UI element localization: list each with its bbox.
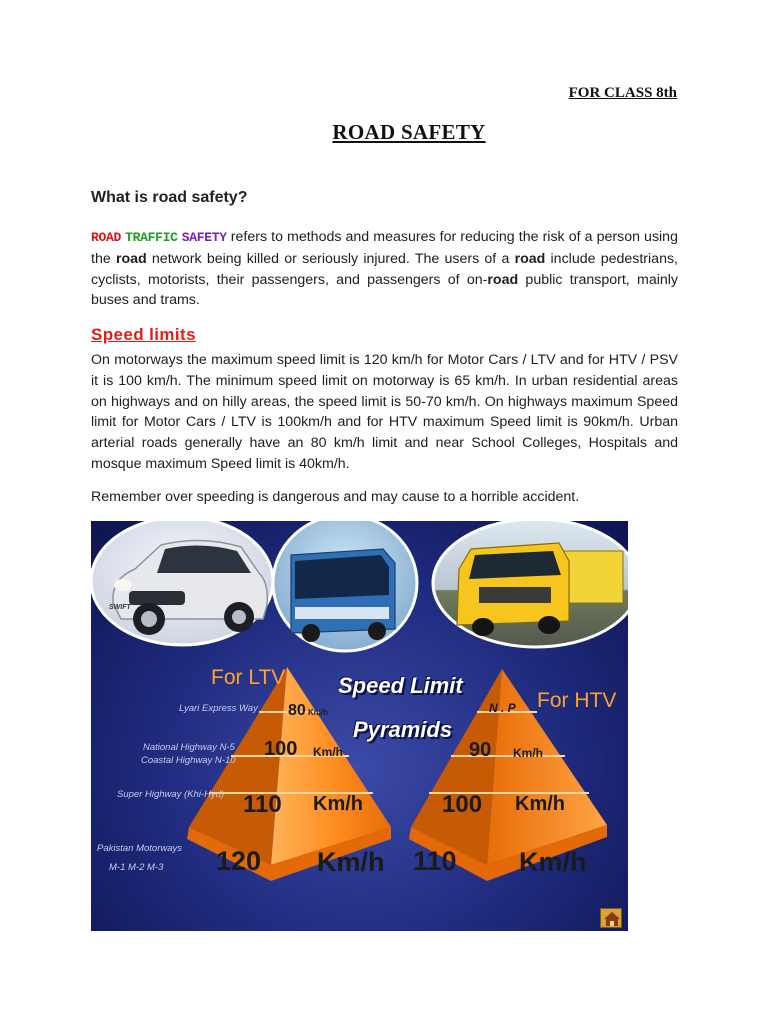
label-motorway-codes: M-1 M-2 M-3: [109, 862, 164, 873]
label-coastal-highway: Coastal Highway N-10: [141, 755, 236, 766]
htv-level-2-value: 90: [469, 739, 492, 761]
htv-level-3-unit: Km/h: [515, 793, 565, 815]
ltv-level-3-value: 110: [243, 791, 282, 818]
bus-photo: [273, 521, 417, 651]
speeding-reminder: Remember over speeding is dangerous and may cause to a horrible accident.: [91, 489, 580, 505]
htv-level-4-unit: Km/h: [519, 847, 587, 877]
truck-photo: [433, 521, 628, 647]
definition-text-b: network being killed or seriously injured. The users of a: [146, 250, 515, 267]
ltv-level-2-value: 100: [264, 738, 298, 760]
safety-word: SAFETY: [181, 230, 227, 245]
htv-level-4-value: 110: [413, 846, 457, 876]
traffic-word: TRAFFIC: [125, 230, 178, 245]
for-ltv-label: For LTV: [211, 666, 286, 689]
label-pakistan-motorways: Pakistan Motorways: [97, 843, 183, 854]
label-super-highway: Super Highway (Khi-Hyd): [117, 789, 225, 800]
speed-limit-poster: [91, 521, 628, 931]
poster-subtitle: Pyramids: [353, 717, 453, 742]
car-badge: SWIFT: [109, 604, 131, 611]
ltv-level-3-unit: Km/h: [313, 793, 363, 815]
ltv-level-1-value: 80: [288, 702, 306, 719]
road-word: ROAD: [91, 230, 122, 245]
home-button[interactable]: [600, 908, 622, 928]
road-bold-1: road: [115, 250, 147, 267]
road-bold-2: road: [514, 250, 546, 267]
speed-limits-paragraph: On motorways the maximum speed limit is 120 km/h for Motor Cars / LTV and for HTV / PSV it is 100 km/h. The minimum speed limit on motorway is 65 km/h. In urban residential areas on highways and on hilly areas, the speed limit is 50-70 km/h. On highways maximum Speed limit for Motor Cars / LTV is 100km/h and for HTV maximum Speed limit is 90km/h. Urban arterial roads generally have an 80 km/h limit and near School Colleges, Hospitals and mosque maximum Speed limit is 40km/h.: [91, 352, 678, 472]
what-is-road-safety-heading: What is road safety?: [91, 189, 248, 206]
ltv-level-2-unit: Km/h: [313, 745, 343, 759]
class-label: FOR CLASS 8th: [568, 85, 677, 101]
htv-level-1-value: N . P: [489, 701, 516, 715]
road-safety-definition: [91, 227, 678, 311]
htv-level-3-value: 100: [442, 791, 483, 818]
label-lyari-express-way: Lyari Express Way: [179, 703, 258, 714]
label-national-highway: National Highway N-5: [143, 742, 235, 753]
ltv-level-1-unit: Km/h: [308, 708, 328, 717]
for-htv-label: For HTV: [537, 689, 617, 712]
definition-text-c: include pedestrians, cyclists, motorists, their passengers, and passengers of on-: [91, 250, 678, 288]
ltv-level-4-value: 120: [216, 846, 262, 876]
definition-text-a: refers to methods and measures for reducing the risk of a person using the: [91, 229, 678, 267]
document-title: ROAD SAFETY: [332, 120, 486, 144]
home-icon: [601, 909, 623, 929]
road-bold-3: road: [487, 271, 519, 288]
speed-limits-heading: Speed limits: [91, 325, 196, 344]
poster-title: Speed Limit: [338, 673, 463, 698]
car-photo: [91, 521, 273, 645]
htv-level-2-unit: Km/h: [513, 746, 543, 760]
definition-text-d: public transport, mainly buses and trams.: [91, 271, 678, 309]
ltv-level-4-unit: Km/h: [317, 847, 385, 877]
